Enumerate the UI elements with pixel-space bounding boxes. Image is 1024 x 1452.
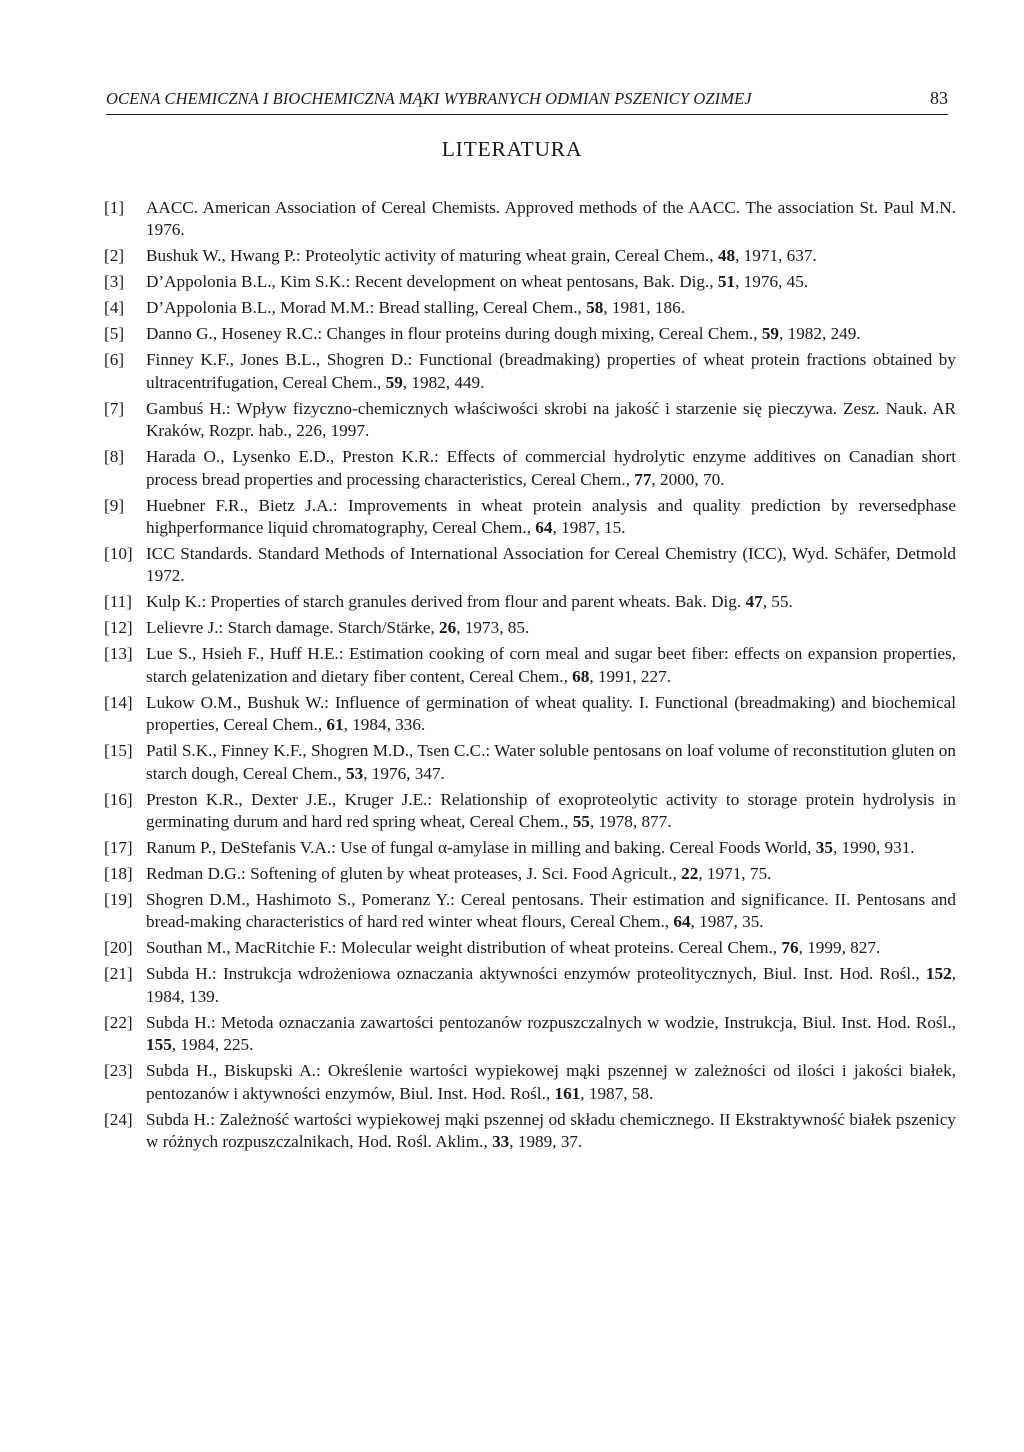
reference-item bbox=[104, 1012, 956, 1057]
reference-number: [19] bbox=[104, 890, 133, 910]
reference-number: [20] bbox=[104, 938, 133, 958]
reference-body: Huebner F.R., Bietz J.A.: Improvements in wheat protein analysis and quality prediction by reversedphase highperformance liquid chromatography, Cereal Chem., bbox=[146, 495, 956, 538]
reference-item bbox=[104, 863, 956, 885]
reference-tail: , 1987, 58. bbox=[580, 1083, 654, 1103]
reference-tail: , 1987, 35. bbox=[690, 912, 764, 932]
reference-volume: 48 bbox=[717, 246, 736, 266]
reference-tail: , 1984, 139. bbox=[146, 964, 956, 1006]
reference-text bbox=[146, 591, 956, 613]
reference-number: [22] bbox=[104, 1012, 133, 1032]
reference-item bbox=[104, 740, 956, 785]
page-number: 83 bbox=[930, 88, 948, 108]
reference-text bbox=[146, 495, 956, 540]
reference-number: [4] bbox=[104, 298, 125, 318]
reference-number: [17] bbox=[104, 838, 133, 858]
reference-body: Lukow O.M., Bushuk W.: Influence of germination of wheat quality. I. Functional (breadmaking) and biochemical properties, Cereal Chem., bbox=[146, 692, 956, 735]
reference-text bbox=[146, 245, 956, 267]
reference-item bbox=[104, 271, 956, 293]
reference-text bbox=[146, 863, 956, 885]
reference-volume: 35 bbox=[815, 838, 833, 858]
reference-body: Ranum P., DeStefanis V.A.: Use of fungal α-amylase in milling and baking. Cereal Foods World, bbox=[146, 838, 816, 858]
reference-volume: 64 bbox=[535, 518, 553, 538]
reference-volume: 161 bbox=[554, 1083, 581, 1103]
reference-volume: 64 bbox=[673, 912, 691, 932]
reference-text bbox=[146, 323, 956, 345]
reference-tail: , 1990, 931. bbox=[832, 838, 915, 858]
reference-body: Subda H.: Metoda oznaczania zawartości pentozanów rozpuszczalnych w wodzie, Instrukcja, Biul. Inst. Hod. Rośl., bbox=[146, 1012, 956, 1032]
reference-text bbox=[146, 1060, 956, 1105]
reference-body: Bushuk W., Hwang P.: Proteolytic activity of maturing wheat grain, Cereal Chem., bbox=[146, 246, 718, 266]
reference-number: [23] bbox=[104, 1061, 133, 1081]
reference-number: [1] bbox=[104, 198, 125, 217]
reference-item bbox=[104, 398, 956, 443]
reference-body: Patil S.K., Finney K.F., Shogren M.D., Tsen C.C.: Water soluble pentosans on loaf volume of reconstitution gluten on starch dough, Cereal Chem., bbox=[146, 741, 956, 783]
reference-tail: , 1999, 827. bbox=[798, 938, 881, 958]
reference-volume: 47 bbox=[745, 592, 763, 612]
reference-number: [6] bbox=[104, 350, 125, 370]
reference-volume: 68 bbox=[572, 666, 590, 686]
reference-number: [8] bbox=[104, 447, 125, 467]
reference-number: [2] bbox=[104, 246, 125, 266]
reference-item bbox=[104, 591, 956, 613]
reference-body: Harada O., Lysenko E.D., Preston K.R.: Effects of commercial hydrolytic enzyme additives on Canadian short process bread properties and processing characteristics, Cereal Chem., bbox=[146, 447, 956, 489]
reference-body: Kulp K.: Properties of starch granules derived from flour and parent wheats. Bak. Dig. bbox=[146, 592, 746, 612]
reference-body: Preston K.R., Dexter J.E., Kruger J.E.: Relationship of exoproteolytic activity to storage protein hydrolysis in germinating durum and hard red spring wheat, Cereal Chem., bbox=[146, 789, 956, 832]
reference-body: AACC. American Association of Cereal Chemists. Approved methods of the AACC. The association St. Paul M.N. 1976. bbox=[146, 198, 956, 240]
reference-tail: , 2000, 70. bbox=[651, 469, 725, 489]
reference-body: Subda H.: Instrukcja wdrożeniowa oznaczania aktywności enzymów proteolitycznych, Biul. Inst. Hod. Rośl., bbox=[146, 964, 926, 984]
reference-volume: 61 bbox=[326, 715, 344, 735]
reference-text bbox=[146, 1109, 956, 1154]
reference-volume: 55 bbox=[572, 812, 590, 832]
reference-tail: , 1973, 85. bbox=[456, 618, 530, 638]
reference-list bbox=[104, 197, 956, 1157]
reference-item bbox=[104, 1109, 956, 1154]
reference-tail: , 1987, 15. bbox=[552, 518, 626, 538]
reference-tail: , 1971, 637. bbox=[735, 246, 817, 266]
reference-body: Redman D.G.: Softening of gluten by wheat proteases, J. Sci. Food Agricult., bbox=[146, 864, 682, 884]
reference-tail: , 1991, 227. bbox=[589, 666, 671, 686]
reference-body: Subda H., Biskupski A.: Określenie wartości wypiekowej mąki pszennej w zależności od ilości i jakości białek, pentozanów i aktywności enzymów, Biul. Inst. Hod. Rośl., bbox=[146, 1061, 956, 1103]
reference-number: [16] bbox=[104, 789, 133, 809]
reference-body: Shogren D.M., Hashimoto S., Pomeranz Y.: Cereal pentosans. Their estimation and significance. II. Pentosans and bread-making characteristics of hard red winter wheat flours, Cereal Chem., bbox=[146, 890, 956, 932]
running-title: OCENA CHEMICZNA I BIOCHEMICZNA MĄKI WYBRANYCH ODMIAN PSZENICY OZIMEJ bbox=[106, 89, 752, 108]
reference-number: [15] bbox=[104, 741, 133, 761]
reference-item bbox=[104, 297, 956, 319]
reference-body: D’Appolonia B.L., Kim S.K.: Recent development on wheat pentosans, Bak. Dig., bbox=[146, 272, 718, 292]
reference-volume: 152 bbox=[925, 964, 952, 984]
reference-text bbox=[146, 617, 956, 639]
reference-text bbox=[146, 692, 956, 737]
reference-item bbox=[104, 446, 956, 491]
reference-tail: , 1989, 37. bbox=[509, 1132, 583, 1152]
reference-item bbox=[104, 323, 956, 345]
reference-item bbox=[104, 543, 956, 588]
reference-tail: , 1971, 75. bbox=[698, 864, 772, 884]
reference-volume: 58 bbox=[586, 298, 604, 318]
reference-body: Finney K.F., Jones B.L., Shogren D.: Functional (breadmaking) properties of wheat protein fractions obtained by ultracentrifugation, Cereal Chem., bbox=[146, 350, 956, 392]
reference-volume: 59 bbox=[385, 372, 403, 392]
reference-item bbox=[104, 963, 956, 1008]
reference-tail: , 1984, 336. bbox=[343, 715, 426, 735]
reference-item bbox=[104, 692, 956, 737]
reference-text bbox=[146, 789, 956, 834]
reference-tail: , 1978, 877. bbox=[589, 812, 672, 832]
reference-item bbox=[104, 617, 956, 639]
reference-number: [10] bbox=[104, 544, 133, 564]
reference-tail: , 1984, 225. bbox=[171, 1035, 254, 1055]
reference-text bbox=[146, 1012, 956, 1057]
running-header bbox=[106, 88, 948, 115]
reference-number: [13] bbox=[104, 644, 133, 664]
reference-item bbox=[104, 197, 956, 242]
reference-tail: , 1981, 186. bbox=[603, 298, 685, 318]
section-title: LITERATURA bbox=[441, 137, 583, 161]
reference-tail: , 1982, 449. bbox=[402, 372, 485, 392]
reference-volume: 59 bbox=[761, 324, 779, 344]
reference-text bbox=[146, 197, 956, 242]
reference-number: [14] bbox=[104, 692, 133, 712]
reference-item bbox=[104, 643, 956, 688]
reference-body: Danno G., Hoseney R.C.: Changes in flour proteins during dough mixing, Cereal Chem., bbox=[146, 324, 762, 344]
reference-volume: 53 bbox=[346, 763, 364, 783]
reference-body: ICC Standards. Standard Methods of International Association for Cereal Chemistry (ICC), Wyd. Schäfer, Detmold 1972. bbox=[146, 544, 956, 586]
reference-text bbox=[146, 643, 956, 688]
reference-number: [5] bbox=[104, 324, 125, 344]
reference-number: [12] bbox=[104, 618, 133, 638]
reference-item bbox=[104, 789, 956, 834]
reference-volume: 22 bbox=[681, 864, 699, 884]
reference-number: [18] bbox=[104, 864, 133, 884]
reference-number: [11] bbox=[104, 592, 132, 612]
reference-tail: , 1982, 249. bbox=[779, 324, 861, 344]
reference-number: [3] bbox=[104, 272, 125, 292]
reference-body: D’Appolonia B.L., Morad M.M.: Bread stalling, Cereal Chem., bbox=[146, 298, 587, 318]
reference-text bbox=[146, 837, 956, 859]
reference-volume: 155 bbox=[146, 1035, 172, 1055]
reference-tail: , 1976, 347. bbox=[363, 763, 445, 783]
reference-tail: , 1976, 45. bbox=[735, 272, 809, 292]
reference-item bbox=[104, 937, 956, 959]
reference-volume: 76 bbox=[781, 938, 799, 958]
reference-text bbox=[146, 271, 956, 293]
reference-item bbox=[104, 245, 956, 267]
reference-number: [21] bbox=[104, 964, 133, 984]
reference-item bbox=[104, 349, 956, 394]
reference-text bbox=[146, 963, 956, 1008]
reference-text bbox=[146, 543, 956, 588]
reference-body: Lelievre J.: Starch damage. Starch/Stärke, bbox=[146, 618, 440, 638]
reference-text bbox=[146, 398, 956, 443]
reference-volume: 26 bbox=[439, 618, 457, 638]
reference-item bbox=[104, 1060, 956, 1105]
reference-text bbox=[146, 889, 956, 934]
reference-text bbox=[146, 937, 956, 959]
reference-text bbox=[146, 740, 956, 785]
reference-text bbox=[146, 446, 956, 491]
reference-volume: 33 bbox=[492, 1132, 510, 1152]
reference-number: [7] bbox=[104, 398, 125, 418]
reference-number: [9] bbox=[104, 495, 125, 515]
reference-text bbox=[146, 349, 956, 394]
reference-body: Lue S., Hsieh F., Huff H.E.: Estimation cooking of corn meal and sugar beet fiber: effects on expansion properties, starch gelatenization and dietary fiber content, Cereal Chem., bbox=[146, 644, 956, 686]
reference-body: Subda H.: Zależność wartości wypiekowej mąki pszennej od składu chemicznego. II Ekstraktywność białek pszenicy w różnych rozpuszczalnikach, Hod. Rośl. Aklim., bbox=[146, 1109, 956, 1152]
reference-number: [24] bbox=[104, 1109, 133, 1129]
reference-volume: 51 bbox=[717, 272, 736, 292]
reference-item bbox=[104, 495, 956, 540]
reference-item bbox=[104, 889, 956, 934]
reference-body: Southan M., MacRitchie F.: Molecular weight distribution of wheat proteins. Cereal Chem., bbox=[146, 938, 782, 958]
reference-text bbox=[146, 297, 956, 319]
reference-body: Gambuś H.: Wpływ fizyczno-chemicznych właściwości skrobi na jakość i starzenie się pieczywa. Zesz. Nauk. AR Kraków, Rozpr. hab., 226, 1997. bbox=[146, 398, 956, 441]
reference-volume: 77 bbox=[634, 469, 652, 489]
reference-tail: , 55. bbox=[762, 592, 793, 612]
reference-item bbox=[104, 837, 956, 859]
